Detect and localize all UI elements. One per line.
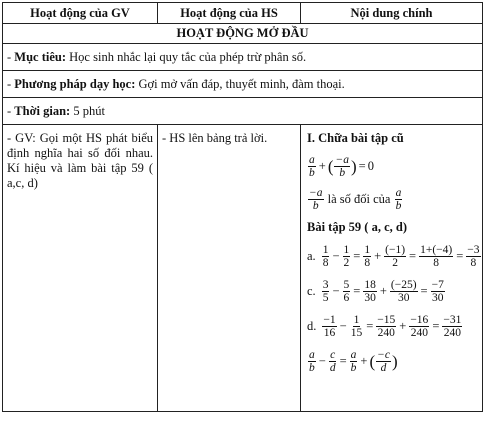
student-activity: - HS lên bảng trả lời. [158, 125, 301, 412]
header-hs: Hoạt động của HS [158, 3, 301, 24]
method-row: - Phương pháp dạy học: Gợi mở vấn đáp, thuyết minh, đàm thoại. [3, 71, 483, 98]
exercise-a: a. $\frac{1}{8}$ − $\frac{1}{2}$ = $\frac{1}{8}$ + $\frac{(-1)}{2}$ = $\frac{1+(-4)}{8}$ = $\frac{-3}{8}$ [307, 244, 480, 269]
equation-opposite-sum: $\frac{a}{b}$ + ( $\frac{-a}{b}$ ) = 0 [309, 154, 374, 179]
content-heading-review: I. Chữa bài tập cũ [307, 131, 404, 145]
objective-row: - Mục tiêu: Học sinh nhắc lại quy tắc của phép trừ phân số. [3, 44, 483, 71]
subtraction-rule: $\frac{a}{b}$ − $\frac{c}{d}$ = $\frac{a}{b}$ + ( $\frac{-c}{d}$ ) [309, 349, 398, 374]
objective-label: Mục tiêu: [14, 49, 67, 64]
header-row [3, 3, 483, 24]
lesson-table [2, 2, 483, 412]
method-text: Gợi mở vấn đáp, thuyết minh, đàm thoại. [135, 76, 345, 91]
exercise-d: d. $\frac{-1}{16}$ − $\frac{1}{15}$ = $\frac{-15}{240}$ + $\frac{-16}{240}$ = $\frac{-31}{240}$ [307, 314, 462, 339]
activity-row [3, 125, 483, 412]
time-label: Thời gian: [14, 103, 71, 118]
section-title: HOẠT ĐỘNG MỞ ĐẦU [3, 24, 483, 44]
content-heading-exercise: Bài tập 59 ( a, c, d) [307, 220, 407, 234]
exercise-c: c. $\frac{3}{5}$ − $\frac{5}{6}$ = $\frac{18}{30}$ + $\frac{(-25)}{30}$ = $\frac{-7}{30}$ [307, 279, 444, 304]
equation-opposite-def: $\frac{-a}{b}$ là số đối của $\frac{a}{b}$ [309, 187, 402, 212]
teacher-activity: - GV: Gọi một HS phát biểu định nghĩa hai số đối nhau. Kí hiệu và làm bài tập 59 ( a,c, d) [3, 125, 158, 412]
time-row: - Thời gian: 5 phút [3, 98, 483, 125]
objective-text: Học sinh nhắc lại quy tắc của phép trừ phân số. [66, 49, 307, 64]
time-text: 5 phút [70, 103, 105, 118]
header-content: Nội dung chính [301, 3, 483, 24]
main-content [301, 125, 483, 412]
header-gv: Hoạt động của GV [3, 3, 158, 24]
method-label: Phương pháp dạy học: [14, 76, 136, 91]
